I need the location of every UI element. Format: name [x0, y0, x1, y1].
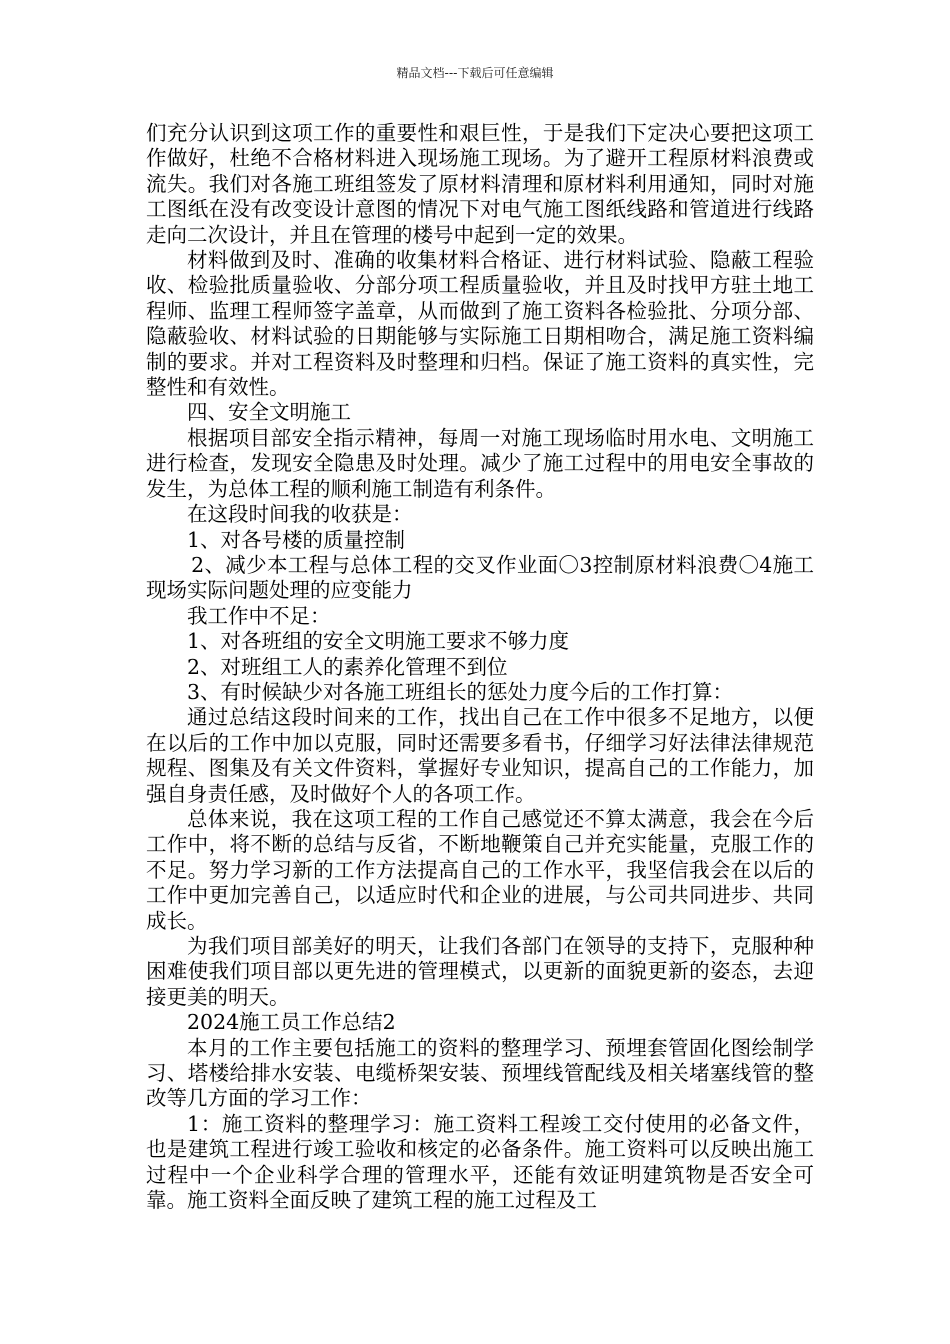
shortcoming-item-3: 3、有时候缺少对各施工班组长的惩处力度今后的工作打算：: [187, 679, 734, 704]
harvest-heading: 在这段时间我的收获是：: [187, 502, 413, 527]
harvest-item-2: 2、减少本工程与总体工程的交叉作业面〇3控制原材料浪费〇4施工现场实际问题处理的应变能力: [146, 552, 814, 603]
section-title-summary-2: 2024施工员工作总结2: [187, 1010, 396, 1035]
paragraph-construction-docs: 1：施工资料的整理学习：施工资料工程竣工交付使用的必备文件，也是建筑工程进行竣工验收和核定的必备条件。施工资料可以反映出施工过程中一个企业科学合理的管理水平，还能有效证明建筑物是否安全可靠。施工资料全面反映了建筑工程的施工过程及工: [146, 1111, 814, 1213]
section-heading-safety: 四、安全文明施工: [187, 400, 351, 425]
paragraph-continuation: 们充分认识到这项工作的重要性和艰巨性，于是我们下定决心要把这项工作做好，杜绝不合格材料进入现场施工现场。为了避开工程原材料浪费或流失。我们对各施工班组签发了原材料清理和原材料利用通知，同时对施工图纸在没有改变设计意图的情况下对电气施工图纸线路和管道进行线路走向二次设计，并且在管理的楼号中起到一定的效果。: [146, 121, 814, 247]
paragraph-safety: 根据项目部安全指示精神，每周一对施工现场临时用水电、文明施工进行检查，发现安全隐患及时处理。减少了施工过程中的用电安全事故的发生，为总体工程的顺利施工制造有利条件。: [146, 425, 814, 501]
document-body: [146, 121, 814, 1213]
shortcoming-item-1: 1、对各班组的安全文明施工要求不够力度: [187, 629, 570, 654]
paragraph-plan: 通过总结这段时间来的工作，找出自己在工作中很多不足地方，以便在以后的工作中加以克服，同时还需要多看书，仔细学习好法律法律规范规程、图集及有关文件资料，掌握好专业知识，提高自己的工作能力，加强自身责任感，及时做好个人的各项工作。: [146, 705, 814, 806]
paragraph-monthly-work: 本月的工作主要包括施工的资料的整理学习、预埋套管固化图绘制学习、塔楼给排水安装、电缆桥架安装、预埋线管配线及相关堵塞线管的整改等几方面的学习工作：: [146, 1035, 814, 1111]
harvest-item-1: 1、对各号楼的质量控制: [187, 527, 406, 552]
shortcoming-heading: 我工作中不足：: [187, 603, 331, 628]
paragraph-materials: 材料做到及时、准确的收集材料合格证、进行材料试验、隐蔽工程验收、检验批质量验收、分部分项工程质量验收，并且及时找甲方驻土地工程师、监理工程师签字盖章，从而做到了施工资料各检验批、分项分部、隐蔽验收、材料试验的日期能够与实际施工日期相吻合，满足施工资料编制的要求。并对工程资料及时整理和归档。保证了施工资料的真实性，完整性和有效性。: [146, 248, 814, 400]
page-header: 精品文档---下载后可任意编辑: [396, 66, 554, 80]
paragraph-future: 为我们项目部美好的明天，让我们各部门在领导的支持下，克服种种困难使我们项目部以更先进的管理模式，以更新的面貌更新的姿态，去迎接更美的明天。: [146, 934, 814, 1009]
shortcoming-item-2: 2、对班组工人的素养化管理不到位: [187, 654, 508, 679]
paragraph-overall: 总体来说，我在这项工程的工作自己感觉还不算太满意，我会在今后工作中，将不断的总结与反省，不断地鞭策自己并充实能量，克服工作的不足。努力学习新的工作方法提高自己的工作水平，我坚信我会在以后的工作中更加完善自己，以适应时代和企业的进展，与公司共同进步、共同成长。: [146, 806, 814, 933]
